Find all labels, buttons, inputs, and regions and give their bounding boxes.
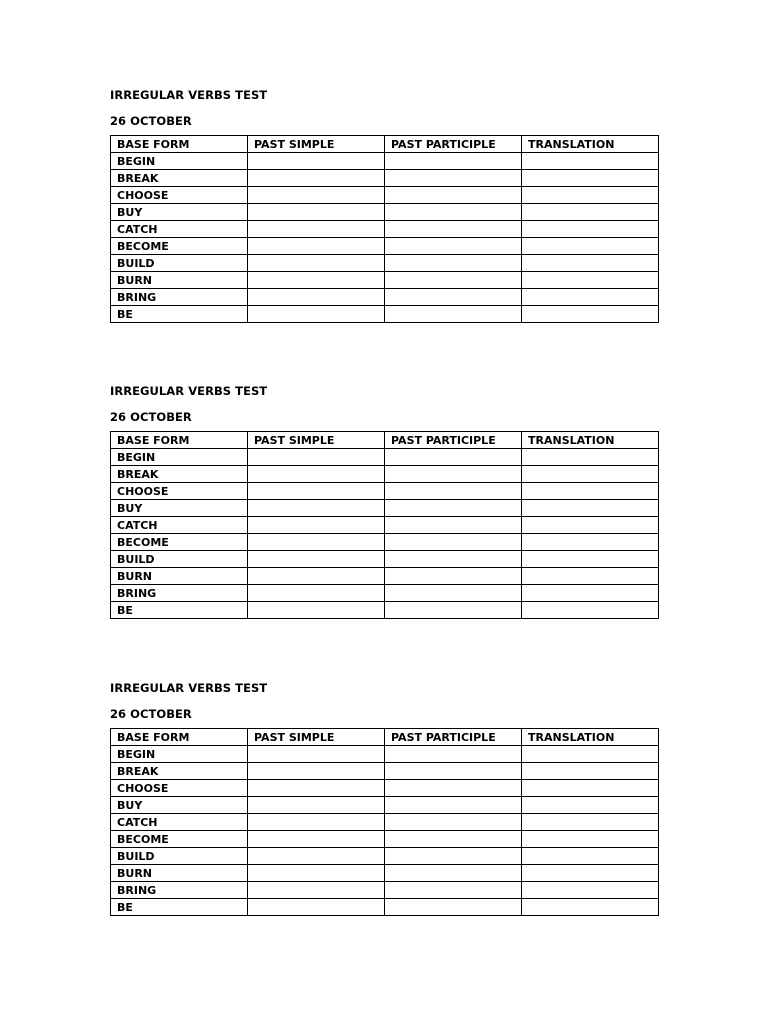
past-participle-cell[interactable] [385, 187, 522, 204]
past-participle-cell[interactable] [385, 466, 522, 483]
base-form-cell: CHOOSE [111, 780, 248, 797]
base-form-cell: BUY [111, 500, 248, 517]
table-row [111, 882, 659, 899]
past-simple-cell[interactable] [248, 568, 385, 585]
past-simple-cell[interactable] [248, 848, 385, 865]
base-form-cell: BRING [111, 585, 248, 602]
base-form-cell: BUILD [111, 848, 248, 865]
header-past-simple: PAST SIMPLE [248, 432, 385, 449]
table-row [111, 255, 659, 272]
header-past-simple: PAST SIMPLE [248, 729, 385, 746]
translation-cell[interactable] [522, 602, 659, 619]
base-form-cell: BUY [111, 204, 248, 221]
base-form-cell: BREAK [111, 763, 248, 780]
verbs-table [110, 431, 659, 619]
past-simple-cell[interactable] [248, 500, 385, 517]
base-form-cell: CHOOSE [111, 187, 248, 204]
past-simple-cell[interactable] [248, 153, 385, 170]
translation-cell[interactable] [522, 153, 659, 170]
past-simple-cell[interactable] [248, 306, 385, 323]
table-row [111, 602, 659, 619]
base-form-cell: CATCH [111, 517, 248, 534]
past-participle-cell[interactable] [385, 551, 522, 568]
base-form-cell: BUILD [111, 551, 248, 568]
past-participle-cell[interactable] [385, 255, 522, 272]
base-form-cell: BECOME [111, 238, 248, 255]
table-row [111, 289, 659, 306]
header-past-participle: PAST PARTICIPLE [385, 432, 522, 449]
table-row [111, 746, 659, 763]
translation-cell[interactable] [522, 289, 659, 306]
table-row [111, 848, 659, 865]
base-form-cell: BECOME [111, 534, 248, 551]
table-row [111, 187, 659, 204]
base-form-cell: BRING [111, 289, 248, 306]
translation-cell[interactable] [522, 534, 659, 551]
table-row [111, 153, 659, 170]
table-header-row [111, 432, 659, 449]
translation-cell[interactable] [522, 882, 659, 899]
header-past-participle: PAST PARTICIPLE [385, 136, 522, 153]
past-participle-cell[interactable] [385, 483, 522, 500]
test-date: 26 OCTOBER [110, 410, 192, 424]
table-row [111, 306, 659, 323]
translation-cell[interactable] [522, 763, 659, 780]
base-form-cell: BE [111, 899, 248, 916]
table-row [111, 865, 659, 882]
translation-cell[interactable] [522, 272, 659, 289]
past-simple-cell[interactable] [248, 746, 385, 763]
translation-cell[interactable] [522, 865, 659, 882]
past-simple-cell[interactable] [248, 517, 385, 534]
past-participle-cell[interactable] [385, 780, 522, 797]
translation-cell[interactable] [522, 221, 659, 238]
past-participle-cell[interactable] [385, 848, 522, 865]
past-simple-cell[interactable] [248, 797, 385, 814]
base-form-cell: BE [111, 306, 248, 323]
table-row [111, 831, 659, 848]
base-form-cell: BEGIN [111, 746, 248, 763]
base-form-cell: BREAK [111, 466, 248, 483]
past-simple-cell[interactable] [248, 449, 385, 466]
past-simple-cell[interactable] [248, 187, 385, 204]
past-participle-cell[interactable] [385, 534, 522, 551]
past-participle-cell[interactable] [385, 204, 522, 221]
past-participle-cell[interactable] [385, 865, 522, 882]
translation-cell[interactable] [522, 187, 659, 204]
past-simple-cell[interactable] [248, 466, 385, 483]
base-form-cell: BURN [111, 865, 248, 882]
past-simple-cell[interactable] [248, 238, 385, 255]
past-participle-cell[interactable] [385, 568, 522, 585]
past-simple-cell[interactable] [248, 780, 385, 797]
test-date: 26 OCTOBER [110, 114, 192, 128]
past-simple-cell[interactable] [248, 865, 385, 882]
past-participle-cell[interactable] [385, 814, 522, 831]
past-participle-cell[interactable] [385, 221, 522, 238]
past-simple-cell[interactable] [248, 763, 385, 780]
table-row [111, 899, 659, 916]
past-simple-cell[interactable] [248, 483, 385, 500]
base-form-cell: BUY [111, 797, 248, 814]
table-row [111, 170, 659, 187]
base-form-cell: BECOME [111, 831, 248, 848]
header-base-form: BASE FORM [111, 432, 248, 449]
past-simple-cell[interactable] [248, 602, 385, 619]
translation-cell[interactable] [522, 306, 659, 323]
translation-cell[interactable] [522, 517, 659, 534]
past-participle-cell[interactable] [385, 797, 522, 814]
translation-cell[interactable] [522, 780, 659, 797]
past-simple-cell[interactable] [248, 831, 385, 848]
test-title: IRREGULAR VERBS TEST [110, 681, 268, 695]
past-participle-cell[interactable] [385, 585, 522, 602]
base-form-cell: BEGIN [111, 153, 248, 170]
past-participle-cell[interactable] [385, 153, 522, 170]
base-form-cell: CATCH [111, 221, 248, 238]
translation-cell[interactable] [522, 797, 659, 814]
past-simple-cell[interactable] [248, 882, 385, 899]
test-title: IRREGULAR VERBS TEST [110, 384, 268, 398]
base-form-cell: BE [111, 602, 248, 619]
past-participle-cell[interactable] [385, 306, 522, 323]
table-row [111, 814, 659, 831]
table-row [111, 797, 659, 814]
base-form-cell: BURN [111, 272, 248, 289]
translation-cell[interactable] [522, 170, 659, 187]
header-translation: TRANSLATION [522, 729, 659, 746]
table-row [111, 272, 659, 289]
table-row [111, 534, 659, 551]
translation-cell[interactable] [522, 500, 659, 517]
header-base-form: BASE FORM [111, 136, 248, 153]
past-simple-cell[interactable] [248, 204, 385, 221]
translation-cell[interactable] [522, 483, 659, 500]
table-row [111, 221, 659, 238]
base-form-cell: BREAK [111, 170, 248, 187]
past-participle-cell[interactable] [385, 746, 522, 763]
translation-cell[interactable] [522, 848, 659, 865]
table-row [111, 500, 659, 517]
table-row [111, 551, 659, 568]
header-translation: TRANSLATION [522, 432, 659, 449]
past-simple-cell[interactable] [248, 551, 385, 568]
table-header-row [111, 729, 659, 746]
table-row [111, 780, 659, 797]
table-row [111, 238, 659, 255]
table-row [111, 449, 659, 466]
past-simple-cell[interactable] [248, 585, 385, 602]
table-row [111, 763, 659, 780]
header-translation: TRANSLATION [522, 136, 659, 153]
test-title: IRREGULAR VERBS TEST [110, 88, 268, 102]
base-form-cell: BUILD [111, 255, 248, 272]
base-form-cell: CATCH [111, 814, 248, 831]
past-simple-cell[interactable] [248, 221, 385, 238]
translation-cell[interactable] [522, 568, 659, 585]
base-form-cell: BURN [111, 568, 248, 585]
translation-cell[interactable] [522, 585, 659, 602]
translation-cell[interactable] [522, 746, 659, 763]
past-participle-cell[interactable] [385, 238, 522, 255]
base-form-cell: BEGIN [111, 449, 248, 466]
past-simple-cell[interactable] [248, 814, 385, 831]
verbs-table [110, 135, 659, 323]
table-row [111, 204, 659, 221]
translation-cell[interactable] [522, 238, 659, 255]
translation-cell[interactable] [522, 831, 659, 848]
translation-cell[interactable] [522, 899, 659, 916]
past-participle-cell[interactable] [385, 763, 522, 780]
past-participle-cell[interactable] [385, 272, 522, 289]
header-past-participle: PAST PARTICIPLE [385, 729, 522, 746]
past-participle-cell[interactable] [385, 882, 522, 899]
translation-cell[interactable] [522, 255, 659, 272]
past-simple-cell[interactable] [248, 255, 385, 272]
past-participle-cell[interactable] [385, 500, 522, 517]
past-simple-cell[interactable] [248, 170, 385, 187]
test-date: 26 OCTOBER [110, 707, 192, 721]
base-form-cell: BRING [111, 882, 248, 899]
table-row [111, 483, 659, 500]
header-base-form: BASE FORM [111, 729, 248, 746]
past-participle-cell[interactable] [385, 289, 522, 306]
translation-cell[interactable] [522, 204, 659, 221]
past-simple-cell[interactable] [248, 289, 385, 306]
table-row [111, 568, 659, 585]
past-participle-cell[interactable] [385, 899, 522, 916]
base-form-cell: CHOOSE [111, 483, 248, 500]
table-row [111, 517, 659, 534]
past-participle-cell[interactable] [385, 831, 522, 848]
translation-cell[interactable] [522, 466, 659, 483]
past-participle-cell[interactable] [385, 170, 522, 187]
past-participle-cell[interactable] [385, 602, 522, 619]
past-simple-cell[interactable] [248, 272, 385, 289]
past-simple-cell[interactable] [248, 899, 385, 916]
table-row [111, 585, 659, 602]
past-simple-cell[interactable] [248, 534, 385, 551]
past-participle-cell[interactable] [385, 517, 522, 534]
past-participle-cell[interactable] [385, 449, 522, 466]
translation-cell[interactable] [522, 449, 659, 466]
table-row [111, 466, 659, 483]
verbs-table [110, 728, 659, 916]
table-header-row [111, 136, 659, 153]
translation-cell[interactable] [522, 814, 659, 831]
header-past-simple: PAST SIMPLE [248, 136, 385, 153]
translation-cell[interactable] [522, 551, 659, 568]
